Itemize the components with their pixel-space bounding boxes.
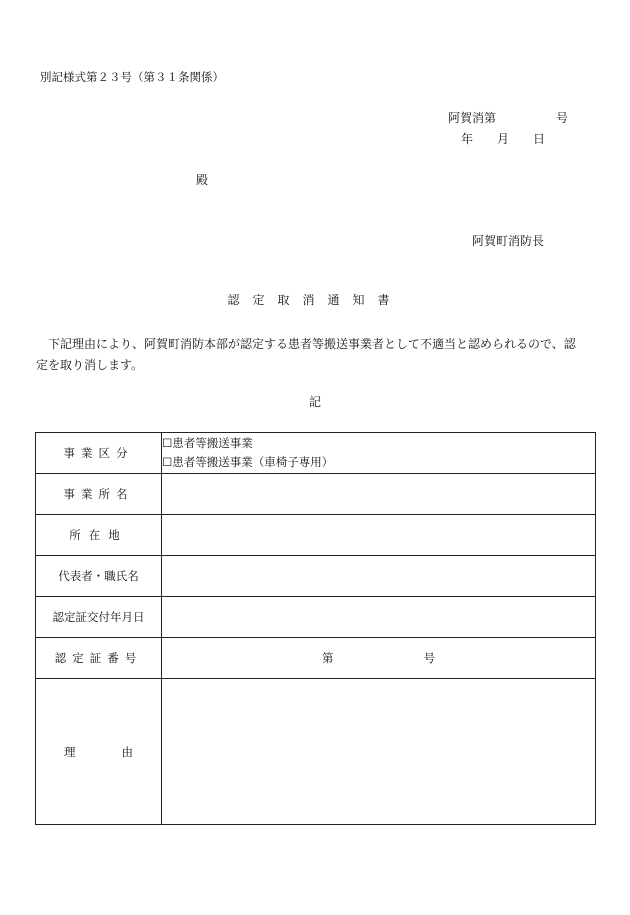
document-number <box>448 112 568 124</box>
representative-value[interactable] <box>162 556 596 597</box>
business-type-label: 事業区分 <box>36 433 162 474</box>
reason-label <box>36 679 162 825</box>
reason-label-char-1: 理 <box>64 744 76 759</box>
ki-heading: 記 <box>308 395 321 409</box>
details-table <box>35 432 596 825</box>
document-date <box>461 133 545 145</box>
reason-value[interactable] <box>162 679 596 825</box>
cert-number-value[interactable] <box>162 638 596 679</box>
document-title: 認定取消通知書 <box>227 293 403 307</box>
location-value[interactable] <box>162 515 596 556</box>
reason-label-char-2: 由 <box>121 744 133 759</box>
document-number-suffix: 号 <box>556 111 569 125</box>
table-row-office-name <box>36 474 596 515</box>
table-row-business-type <box>36 433 596 474</box>
table-row-cert-number <box>36 638 596 679</box>
cert-number-label: 認定証番号 <box>36 638 162 679</box>
location-label: 所在地 <box>36 515 162 556</box>
table-row-reason <box>36 679 596 825</box>
business-type-option-standard[interactable]: ☐患者等搬送事業 <box>162 436 253 450</box>
table-row-representative <box>36 556 596 597</box>
business-type-option-wheelchair[interactable]: ☐患者等搬送事業（車椅子専用） <box>162 455 334 469</box>
office-name-label: 事業所名 <box>36 474 162 515</box>
cert-issue-date-value[interactable] <box>162 597 596 638</box>
body-paragraph: 下記理由により、阿賀町消防本部が認定する患者等搬送事業者として不適当と認められるので、認定を取り消します。 <box>36 337 576 372</box>
sender-title: 阿賀町消防長 <box>472 234 545 248</box>
form-identifier: 別記様式第２３号（第３１条関係） <box>40 70 224 84</box>
representative-label: 代表者・職氏名 <box>36 556 162 597</box>
cert-number-prefix: 第 <box>322 651 334 665</box>
date-day: 日 <box>533 132 546 146</box>
table-row-cert-issue-date <box>36 597 596 638</box>
cert-number-suffix: 号 <box>423 651 435 665</box>
date-year: 年 <box>461 132 474 146</box>
document-number-prefix: 阿賀消第 <box>448 111 497 125</box>
date-month: 月 <box>497 132 510 146</box>
business-type-options <box>162 433 596 474</box>
addressee: 殿 <box>196 173 209 187</box>
office-name-value[interactable] <box>162 474 596 515</box>
table-row-location <box>36 515 596 556</box>
cert-issue-date-label: 認定証交付年月日 <box>36 597 162 638</box>
